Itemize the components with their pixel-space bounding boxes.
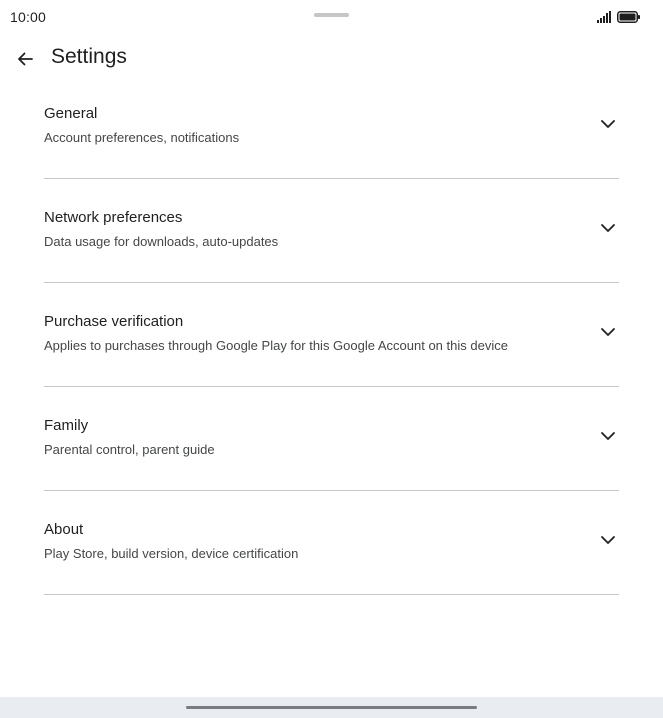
settings-item-title: Family [44, 417, 89, 434]
chevron-down-icon[interactable] [599, 531, 617, 549]
drag-handle[interactable] [314, 13, 349, 17]
settings-item-title: Purchase verification [44, 313, 184, 330]
settings-item-subtitle: Account preferences, notifications [44, 130, 240, 145]
page-title: Settings [51, 45, 127, 68]
chevron-down-icon[interactable] [599, 323, 617, 341]
status-bar [0, 0, 663, 34]
settings-item-family[interactable] [44, 387, 619, 491]
home-indicator[interactable] [186, 706, 477, 709]
settings-item-title: About [44, 521, 84, 538]
settings-item-purchase-verification[interactable] [44, 283, 619, 387]
chevron-down-icon[interactable] [599, 219, 617, 237]
settings-item-title: Network preferences [44, 209, 183, 226]
cellular-signal-icon [597, 11, 611, 23]
settings-item-general[interactable] [44, 75, 619, 179]
status-time: 10:00 [10, 9, 47, 25]
navigation-bar [0, 697, 663, 718]
settings-item-subtitle: Applies to purchases through Google Play for this Google Account on this device [44, 338, 508, 353]
back-button[interactable] [10, 44, 40, 74]
arrow-back-icon [16, 50, 34, 68]
settings-item-about[interactable] [44, 491, 619, 595]
settings-item-subtitle: Data usage for downloads, auto-updates [44, 234, 279, 249]
settings-item-subtitle: Play Store, build version, device certification [44, 546, 299, 561]
app-bar [0, 38, 663, 78]
battery-full-icon [617, 11, 641, 23]
settings-item-title: General [44, 105, 98, 122]
chevron-down-icon[interactable] [599, 115, 617, 133]
settings-item-network-preferences[interactable] [44, 179, 619, 283]
settings-item-subtitle: Parental control, parent guide [44, 442, 215, 457]
settings-list [44, 75, 619, 595]
chevron-down-icon[interactable] [599, 427, 617, 445]
